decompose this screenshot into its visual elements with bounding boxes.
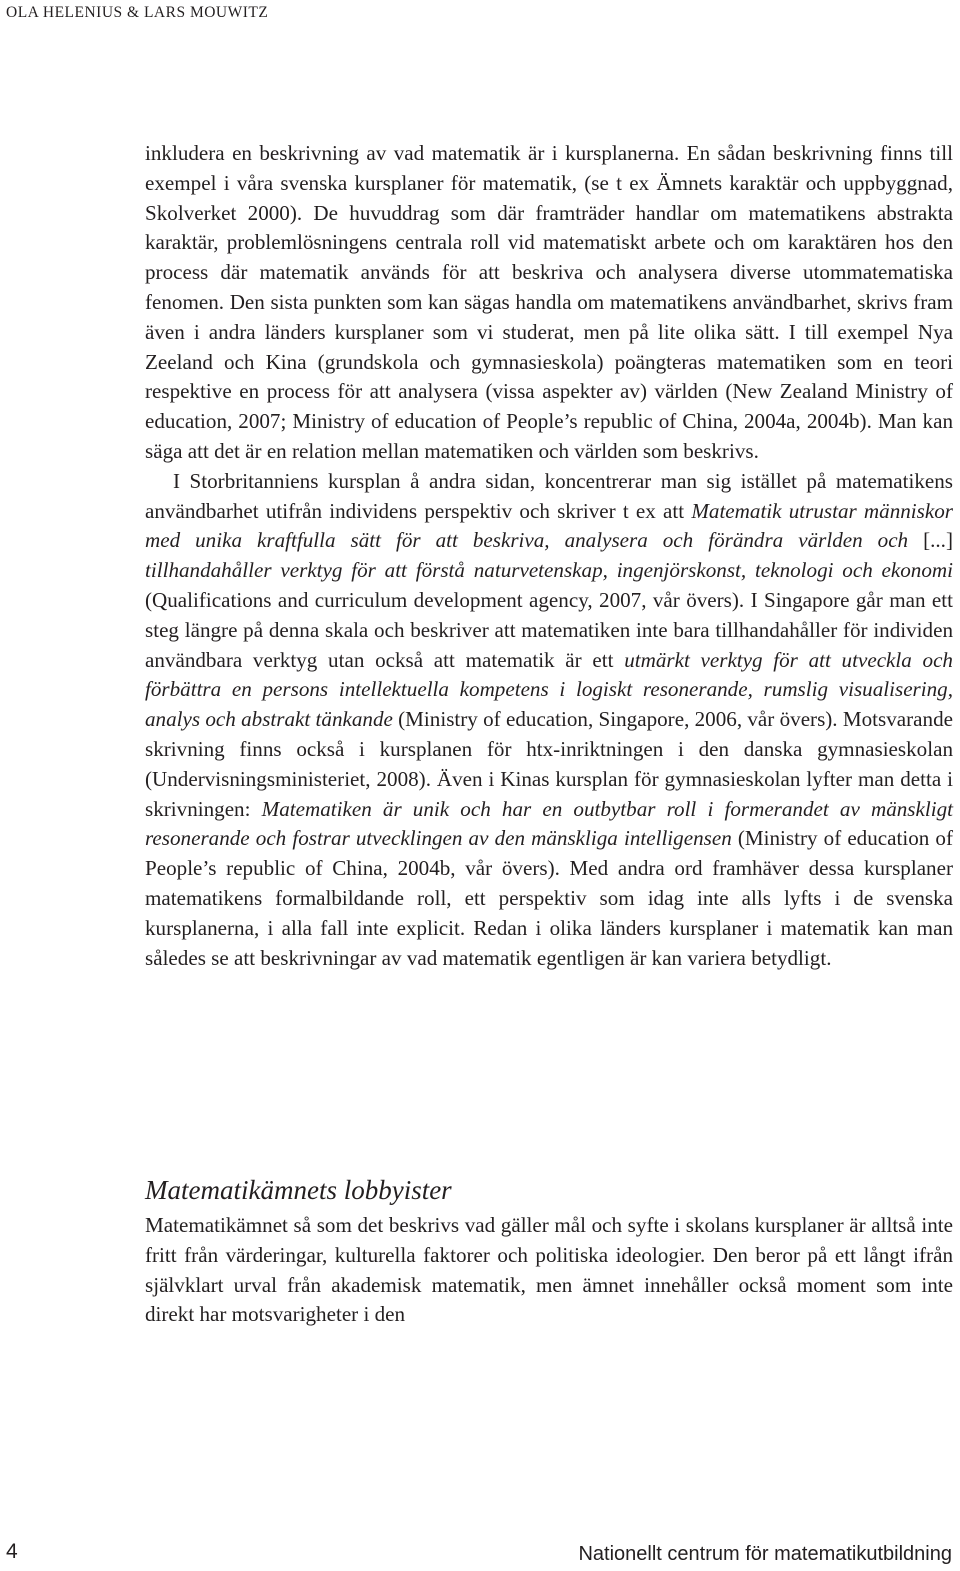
- paragraph-2-quote-1: Matematik utrustar människor med unika kraftfulla sätt för att beskriva, analysera och förändra världen och: [145, 498, 953, 553]
- paragraph-2-quote-3: utmärkt verktyg för att utveckla och förbättra en persons intellektuella kompetens i logiskt resonerande, rumslig visualisering, analys och abstrakt tänkande: [145, 647, 953, 732]
- paragraph-2-quote-4: Matematiken är unik och har en outbytbar roll i formerandet av mänskligt resonerande och fostrar utvecklingen av den mänskliga intelligensen: [145, 796, 953, 851]
- paragraph-2-quote-2: tillhandahåller verktyg för att förstå naturvetenskap, ingenjörskonst, teknologi och ekonomi: [145, 558, 953, 583]
- paragraph-2-text-2: [...]: [908, 528, 953, 553]
- paragraph-2-text-3: (Qualifications and curriculum development agency, 2007, vår övers). I Singapore går man ett steg längre på denna skala och beskriver att matematiken inte bara tillhandahåller för individen användbara verktyg utan också att matematik är ett: [145, 587, 953, 672]
- paragraph-2-text-4: (Ministry of education, Singapore, 2006, vår övers). Motsvarande skrivning finns också i kursplanen för htx-inriktningen i den danska gymnasieskolan (Undervisningsministeriet, 2008). Även i Kinas kursplan för gymnasieskolan lyfter man detta i skrivningen:: [145, 707, 953, 821]
- paragraph-2-text-1: I Storbritanniens kursplan å andra sidan, koncentrerar man sig istället på matematikens användbarhet utifrån individens perspektiv och skriver t ex att: [145, 468, 953, 523]
- paragraph-2: [145, 467, 953, 974]
- running-header: OLA HELENIUS & LARS MOUWITZ: [6, 4, 269, 21]
- section-heading: Matematikämnets lobbyister: [145, 1175, 452, 1205]
- body-text: [145, 139, 953, 973]
- page-number: 4: [6, 1540, 18, 1563]
- paragraph-1: inkludera en beskrivning av vad matematik är i kursplanerna. En sådan beskrivning finns till exempel i våra svenska kursplaner för matematik, (se t ex Ämnets karaktär och uppbyggnad, Skolverket 2000). De huvuddrag som där framträder handlar om matematikens abstrakta karaktär, problemlösningens centrala roll vid matematiskt arbete och om karaktären hos den process där matematik används för att beskriva och analysera diverse utommatematiska fenomen. Den sista punkten som kan sägas handla om matematikens användbarhet, skrivs fram även i andra länders kursplaner som vi studerat, men på lite olika sätt. I till exempel Nya Zeeland och Kina (grundskola och gymnasieskola) poängteras matematiken som en teori respektive en process för att analysera (vissa aspekter av) världen (New Zealand Ministry of education, 2007; Ministry of education of People’s republic of China, 2004a, 2004b). Man kan säga att det är en relation mellan matematiken och världen som beskrivs.: [145, 141, 953, 463]
- footer-publisher: Nationellt centrum för matematikutbildning: [578, 1543, 952, 1565]
- section-paragraph: Matematikämnet så som det beskrivs vad gäller mål och syfte i skolans kursplaner är alltså inte fritt från värderingar, kulturella faktorer och politiska ideologier. Den beror på ett långt ifrån självklart urval från akademisk matematik, men ämnet innehåller också moment som inte direkt har motsvarigheter i den: [145, 1213, 953, 1327]
- paragraph-2-text-5: (Ministry of education of People’s republic of China, 2004b, vår övers). Med andra ord framhäver dessa kursplaner matematikens formalbildande roll, ett perspektiv som idag inte alls lyfts i de svenska kursplanerna, i alla fall inte explicit. Redan i olika länders kursplaner i matematik kan man således se att beskrivningar av vad matematik egentligen är kan variera betydligt.: [145, 826, 953, 970]
